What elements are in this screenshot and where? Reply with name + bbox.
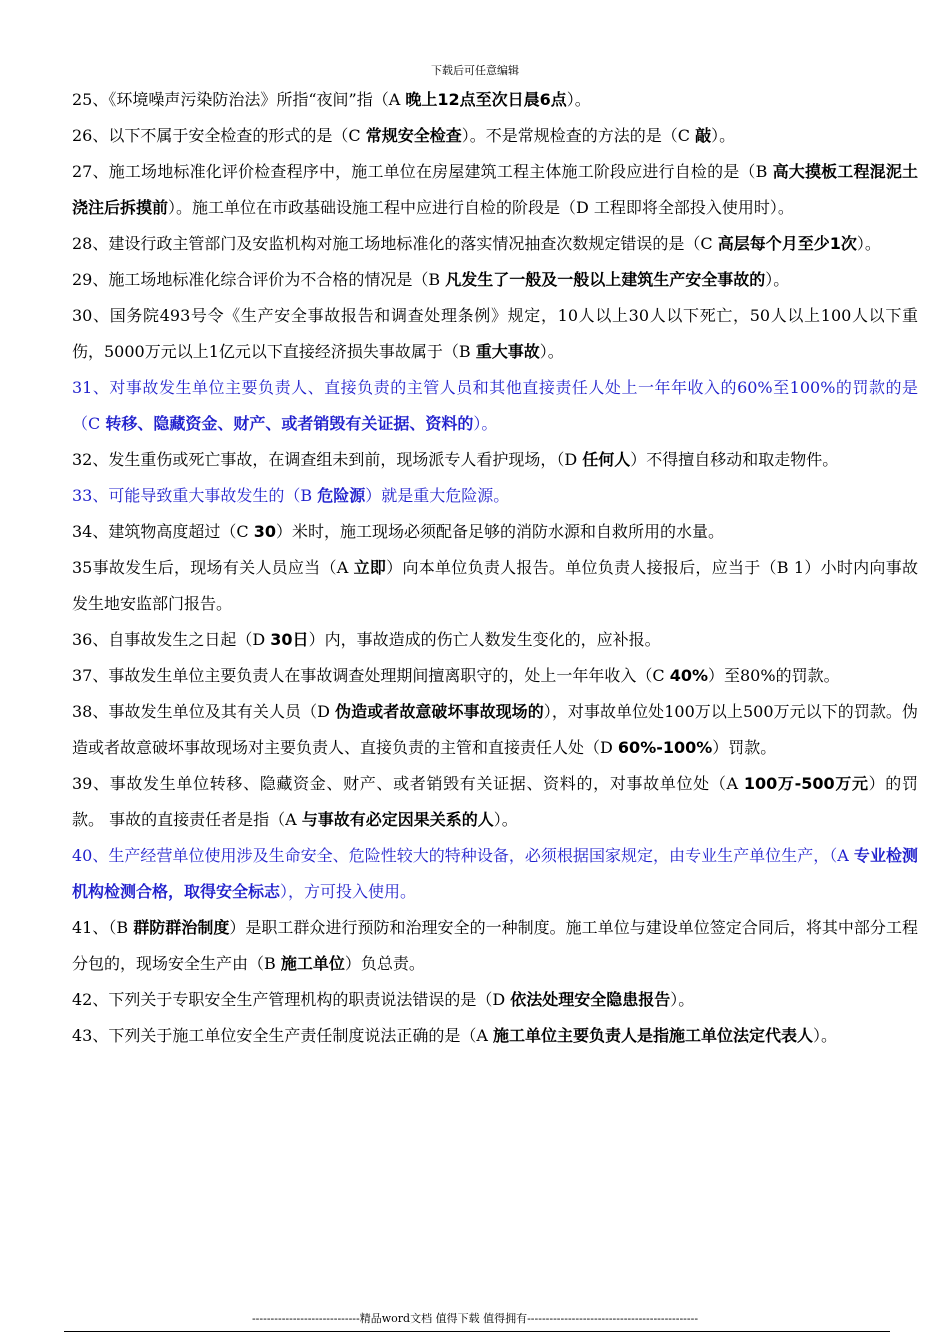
- page-footer: -----------------------------精品word文档 值得下载 值得拥有----------------------------------------------: [251, 1312, 699, 1325]
- question-paragraph: [72, 694, 918, 766]
- question-text: 40、生产经营单位使用涉及生命安全、危险性较大的特种设备，必须根据国家规定，由专业生产单位生产，（A: [72, 846, 854, 865]
- question-text: ）就是重大危险源。: [365, 486, 510, 505]
- question-text: ）内，事故造成的伤亡人数发生变化的，应补报。: [308, 630, 661, 649]
- question-text: ）。: [711, 126, 736, 145]
- question-text: ）。不是常规检查的方法的是（C: [461, 126, 696, 145]
- question-text: 32、发生重伤或死亡事故，在调查组未到前，现场派专人看护现场，（D: [72, 450, 583, 469]
- question-paragraph: [72, 910, 918, 982]
- question-text: ）。: [473, 414, 498, 433]
- question-text: ）。: [765, 270, 790, 289]
- question-text: ）的罚款。 事故的直接责任者是指（A: [72, 774, 918, 829]
- question-paragraph: [72, 298, 918, 370]
- question-text: ）负总责。: [344, 954, 425, 973]
- question-text: 43、下列关于施工单位安全生产责任制度说法正确的是（A: [72, 1026, 494, 1045]
- question-text: ）。: [566, 90, 591, 109]
- answer-text: 60%-100%: [617, 738, 713, 757]
- answer-text: 高层每个月至少1次: [717, 234, 857, 253]
- question-text: 34、建筑物高度超过（C: [72, 522, 254, 541]
- question-paragraph: [72, 478, 918, 514]
- answer-text: 危险源: [317, 486, 366, 505]
- question-paragraph: [72, 550, 918, 622]
- question-paragraph: [72, 82, 918, 118]
- answer-text: 任何人: [582, 450, 631, 469]
- question-text: 29、施工场地标准化综合评价为不合格的情况是（B: [72, 270, 446, 289]
- question-text: ），方可投入使用。: [280, 882, 417, 901]
- question-paragraph: [72, 658, 918, 694]
- question-text: 28、建设行政主管部门及安监机构对施工场地标准化的落实情况抽查次数规定错误的是（C: [72, 234, 718, 253]
- answer-text: 转移、隐藏资金、财产、或者销毁有关证据、资料的: [105, 414, 474, 433]
- question-paragraph: [72, 766, 918, 838]
- answer-text: 施工单位主要负责人是指施工单位法定代表人: [493, 1026, 814, 1045]
- question-paragraph: [72, 838, 918, 910]
- answer-text: 与事故有必定因果关系的人: [301, 810, 494, 829]
- question-paragraph: [72, 118, 918, 154]
- answer-text: 施工单位: [280, 954, 345, 973]
- question-text: 26、以下不属于安全检查的形式的是（C: [72, 126, 366, 145]
- answer-text: 晚上12点至次日晨6点: [405, 90, 567, 109]
- question-paragraph: [72, 442, 918, 478]
- question-paragraph: [72, 982, 918, 1018]
- question-paragraph: [72, 1018, 918, 1054]
- question-text: ）是职工群众进行预防和治理安全的一种制度。施工单位与建设单位签定合同后，将其中部分工程分包的，现场安全生产由（B: [72, 918, 918, 973]
- answer-text: 专业检测机构检测合格，取得安全标志: [72, 846, 918, 901]
- answer-text: 伪造或者故意破坏事故现场的: [335, 702, 544, 721]
- page-header: 下载后可任意编辑: [431, 64, 519, 77]
- question-text: ）米时，施工现场必须配备足够的消防水源和自救所用的水量。: [275, 522, 724, 541]
- answer-text: 敲: [695, 126, 712, 145]
- question-paragraph: [72, 154, 918, 226]
- question-text: ）至80%的罚款。: [708, 666, 840, 685]
- question-text: 36、自事故发生之日起（D: [72, 630, 271, 649]
- question-text: ）不得擅自移动和取走物件。: [630, 450, 839, 469]
- footer-divider: [64, 1331, 890, 1332]
- question-text: ）。: [539, 342, 564, 361]
- question-text: ）。: [670, 990, 695, 1009]
- question-text: ）。施工单位在市政基础设施工程中应进行自检的阶段是（D 工程即将全部投入使用时）。: [168, 198, 794, 217]
- answer-text: 高大摸板工程混泥土浇注后拆摸前: [72, 162, 918, 217]
- question-text: 30、国务院493号令《生产安全事故报告和调查处理条例》规定，10人以上30人以下死亡，50人以上100人以下重伤，5000万元以上1亿元以下直接经济损失事故属于（B: [72, 306, 918, 361]
- question-text: ）。: [856, 234, 881, 253]
- question-paragraph: [72, 514, 918, 550]
- answer-text: 40%: [669, 666, 708, 685]
- question-text: 33、可能导致重大事故发生的（B: [72, 486, 318, 505]
- question-text: 42、下列关于专职安全生产管理机构的职责说法错误的是（D: [72, 990, 511, 1009]
- question-text: ）向本单位负责人报告。单位负责人接报后，应当于（B 1）小时内向事故发生地安监部门报告。: [72, 558, 918, 613]
- document-body: [72, 82, 918, 1054]
- question-text: 35事故发生后，现场有关人员应当（A: [72, 558, 354, 577]
- question-text: 39、事故发生单位转移、隐藏资金、财产、或者销毁有关证据、资料的，对事故单位处（A: [72, 774, 744, 793]
- question-text: 25、《环境噪声污染防治法》所指“夜间”指（A: [72, 90, 406, 109]
- answer-text: 立即: [353, 558, 387, 577]
- question-paragraph: [72, 622, 918, 658]
- answer-text: 群防群治制度: [133, 918, 230, 937]
- question-text: 41、（B: [72, 918, 134, 937]
- question-text: 38、事故发生单位及其有关人员（D: [72, 702, 336, 721]
- question-text: ）。: [493, 810, 518, 829]
- question-text: ）罚款。: [712, 738, 777, 757]
- question-paragraph: [72, 262, 918, 298]
- answer-text: 30日: [270, 630, 309, 649]
- answer-text: 重大事故: [475, 342, 540, 361]
- answer-text: 凡发生了一般及一般以上建筑生产安全事故的: [445, 270, 766, 289]
- question-paragraph: [72, 226, 918, 262]
- question-text: ）。: [813, 1026, 838, 1045]
- answer-text: 依法处理安全隐患报告: [510, 990, 671, 1009]
- answer-text: 常规安全检查: [365, 126, 462, 145]
- answer-text: 30: [253, 522, 276, 541]
- question-text: 37、事故发生单位主要负责人在事故调查处理期间擅离职守的，处上一年年收入（C: [72, 666, 670, 685]
- question-paragraph: [72, 370, 918, 442]
- question-text: ），对事故单位处100万以上500万元以下的罚款。伪造或者故意破坏事故现场对主要负责人、直接负责的主管和直接责任人处（D: [72, 702, 918, 757]
- question-text: 31、对事故发生单位主要负责人、直接负责的主管人员和其他直接责任人处上一年年收入的60%至100%的罚款的是（C: [72, 378, 918, 433]
- question-text: 27、施工场地标准化评价检查程序中，施工单位在房屋建筑工程主体施工阶段应进行自检的是（B: [72, 162, 773, 181]
- answer-text: 100万-500万元: [743, 774, 869, 793]
